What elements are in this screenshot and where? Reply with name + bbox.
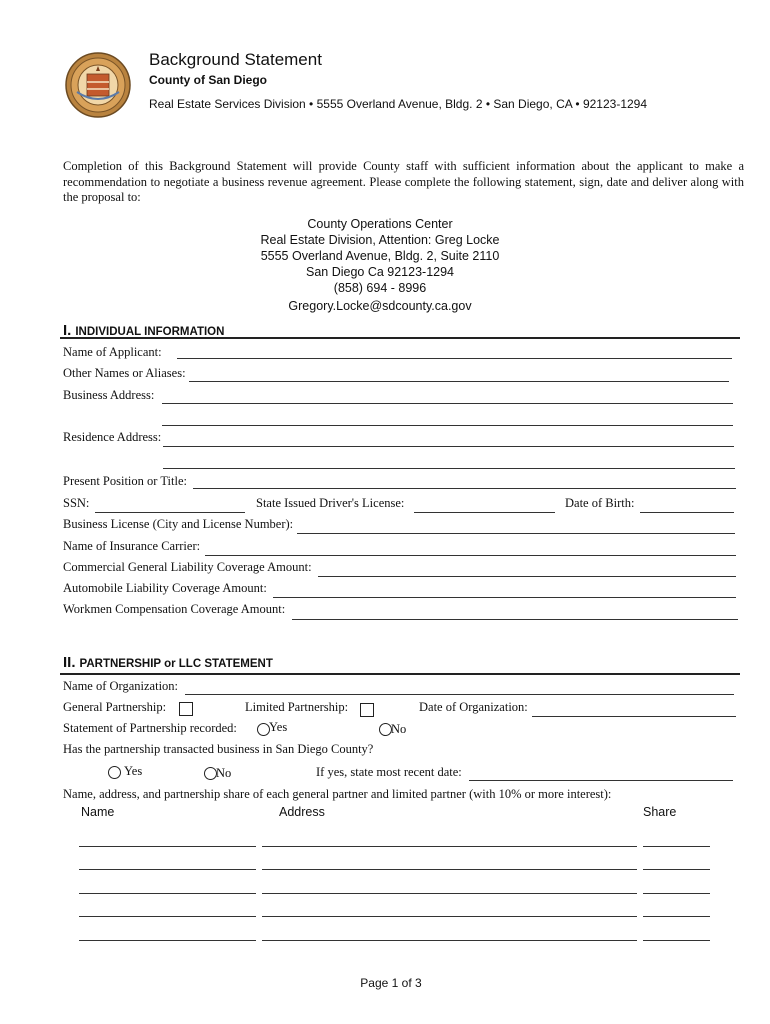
- col-header-address: Address: [279, 805, 325, 819]
- section-2-number: II.: [63, 654, 76, 671]
- workmen-amount-label: Workmen Compensation Coverage Amount:: [63, 602, 286, 616]
- partner-share-field[interactable]: [643, 940, 710, 941]
- statement-recorded-yes-label: Yes: [269, 720, 288, 734]
- address-line-4: San Diego Ca 92123-1294: [305, 265, 455, 279]
- name-of-applicant-label: Name of Applicant:: [63, 345, 162, 359]
- name-of-applicant-field[interactable]: [177, 358, 732, 359]
- drivers-license-field[interactable]: [414, 512, 555, 513]
- statement-recorded-label: Statement of Partnership recorded:: [63, 721, 237, 735]
- statement-recorded-no-label: No: [391, 722, 407, 736]
- address-line-3: 5555 Overland Avenue, Bldg. 2, Suite 2110: [260, 249, 500, 263]
- general-partnership-checkbox[interactable]: [179, 702, 193, 716]
- partner-name-field[interactable]: [79, 893, 256, 894]
- partner-share-field[interactable]: [643, 893, 710, 894]
- ssn-label: SSN:: [63, 496, 90, 510]
- limited-partnership-label: Limited Partnership:: [245, 700, 349, 714]
- insurance-carrier-label: Name of Insurance Carrier:: [63, 539, 201, 553]
- col-header-share: Share: [643, 805, 677, 819]
- business-address-label: Business Address:: [63, 388, 155, 402]
- dob-label: Date of Birth:: [565, 496, 635, 510]
- section-1-number: I.: [63, 322, 72, 339]
- col-header-name: Name: [81, 805, 115, 819]
- section-2-heading: [63, 654, 273, 672]
- residence-address-field-1[interactable]: [163, 446, 734, 447]
- address-line-5: (858) 694 - 8996: [333, 281, 427, 295]
- dob-field[interactable]: [640, 512, 734, 513]
- transacted-yes-radio[interactable]: [108, 766, 121, 779]
- partner-share-field[interactable]: [643, 869, 710, 870]
- intro-paragraph: Completion of this Background Statement will provide County staff with sufficient information about the applicant to make a recommendation to negotiate a business revenue agreement. Please complete the following statement, sign, date and deliver along with the proposal to:: [63, 159, 744, 204]
- insurance-carrier-field[interactable]: [205, 555, 736, 556]
- address-block: [200, 216, 560, 314]
- if-yes-date-label: If yes, state most recent date:: [316, 765, 462, 779]
- auto-amount-label: Automobile Liability Coverage Amount:: [63, 581, 267, 595]
- county-name: County of San Diego: [149, 73, 267, 87]
- address-line-1: County Operations Center: [307, 217, 453, 231]
- partner-address-field[interactable]: [262, 940, 637, 941]
- partner-share-field[interactable]: [643, 846, 710, 847]
- section-1-title: INDIVIDUAL INFORMATION: [75, 326, 225, 338]
- present-position-label: Present Position or Title:: [63, 474, 187, 488]
- date-of-org-label: Date of Organization:: [419, 700, 528, 714]
- document-title: Background Statement: [149, 50, 322, 69]
- address-line-2: Real Estate Division, Attention: Greg Locke: [260, 233, 500, 247]
- partner-address-field[interactable]: [262, 916, 637, 917]
- drivers-license-label: State Issued Driver's License:: [256, 496, 405, 510]
- cgl-amount-field[interactable]: [318, 576, 736, 577]
- most-recent-date-field[interactable]: [469, 780, 733, 781]
- partner-name-field[interactable]: [79, 940, 256, 941]
- county-seal-logo: [65, 52, 131, 118]
- business-address-field-1[interactable]: [162, 403, 733, 404]
- auto-amount-field[interactable]: [273, 597, 736, 598]
- name-of-org-label: Name of Organization:: [63, 679, 179, 693]
- workmen-amount-field[interactable]: [292, 619, 738, 620]
- partner-name-field[interactable]: [79, 869, 256, 870]
- partner-share-field[interactable]: [643, 916, 710, 917]
- section-2-rule: [60, 673, 740, 675]
- general-partnership-label: General Partnership:: [63, 700, 167, 714]
- partner-address-field[interactable]: [262, 846, 637, 847]
- transacted-no-label: No: [216, 766, 232, 780]
- name-of-org-field[interactable]: [185, 694, 734, 695]
- other-names-label: Other Names or Aliases:: [63, 366, 186, 380]
- ssn-field[interactable]: [95, 512, 245, 513]
- business-address-field-2[interactable]: [162, 425, 733, 426]
- transacted-question: Has the partnership transacted business in San Diego County?: [63, 742, 374, 756]
- division-address: Real Estate Services Division • 5555 Overland Avenue, Bldg. 2 • San Diego, CA • 92123-1294: [149, 97, 648, 111]
- residence-address-label: Residence Address:: [63, 430, 162, 444]
- partner-name-field[interactable]: [79, 846, 256, 847]
- residence-address-field-2[interactable]: [163, 468, 735, 469]
- business-license-label: Business License (City and License Number):: [63, 517, 294, 531]
- date-of-org-field[interactable]: [532, 716, 736, 717]
- partner-name-field[interactable]: [79, 916, 256, 917]
- section-1-rule: [60, 337, 740, 339]
- partner-address-field[interactable]: [262, 893, 637, 894]
- address-email: Gregory.Locke@sdcounty.ca.gov: [288, 299, 472, 313]
- partners-intro: Name, address, and partnership share of each general partner and limited partner (with 10% or more interest):: [63, 787, 612, 801]
- business-license-field[interactable]: [297, 533, 735, 534]
- section-2-title: PARTNERSHIP or LLC STATEMENT: [79, 658, 273, 670]
- cgl-amount-label: Commercial General Liability Coverage Amount:: [63, 560, 312, 574]
- page-number: Page 1 of 3: [360, 976, 422, 990]
- other-names-field[interactable]: [189, 381, 729, 382]
- limited-partnership-checkbox[interactable]: [360, 703, 374, 717]
- transacted-yes-label: Yes: [124, 764, 143, 778]
- present-position-field[interactable]: [193, 488, 736, 489]
- partner-address-field[interactable]: [262, 869, 637, 870]
